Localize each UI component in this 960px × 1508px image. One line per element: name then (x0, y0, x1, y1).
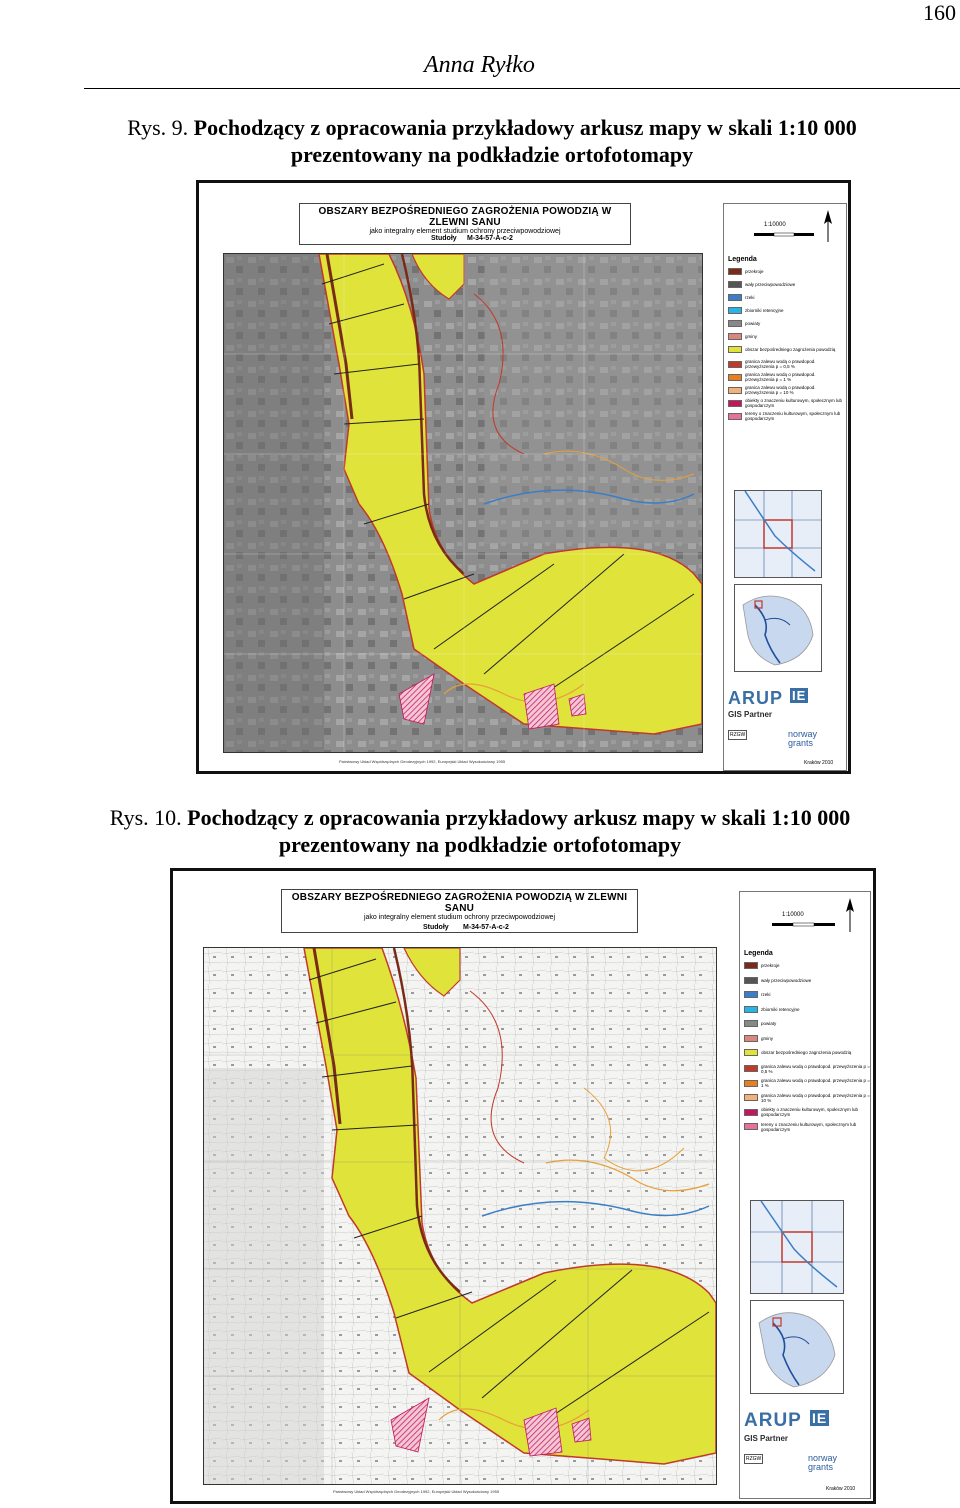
legend-item (744, 977, 811, 984)
legend-label: obiekty o znaczeniu kulturowym, społecznym lub gospodarczym (761, 1107, 859, 1117)
figure-9-map (196, 180, 851, 774)
flood-map-graphic (224, 254, 702, 752)
locator-inset-grid (734, 490, 822, 578)
page-number: 160 (923, 0, 956, 25)
legend-title: Legenda (728, 256, 757, 263)
figure-9-label: Rys. 9. (127, 115, 189, 140)
legend-label: tereny o znaczeniu kulturowym, społecznym lub gospodarczym (745, 411, 841, 421)
legend-label: powiaty (745, 321, 761, 326)
legend-item (728, 385, 846, 395)
logo-norway-grants: norway grants (788, 729, 818, 748)
legend-swatch (728, 346, 742, 353)
legend-label: gminy (761, 1035, 774, 1041)
scale-bar (754, 232, 814, 238)
legend-swatch (744, 1049, 758, 1056)
legend-item (728, 346, 835, 353)
logo-arup: ARUP (744, 1410, 802, 1431)
legend-label: tereny o znaczeniu kulturowym, społecznym lub gospodarczym (761, 1121, 857, 1132)
map-place-date: Kraków 2010 (804, 760, 834, 766)
legend-swatch (744, 991, 758, 998)
legend-item (728, 268, 764, 275)
legend-item (728, 320, 760, 327)
legend-swatch (728, 387, 742, 394)
legend-title: Legenda (744, 950, 773, 957)
legend-swatch (728, 400, 742, 407)
figure-10-map (170, 868, 876, 1504)
legend-label: powiaty (761, 1021, 777, 1026)
legend-item (728, 372, 846, 382)
legend-item (728, 411, 846, 421)
map-scale: 1:10000 (782, 912, 804, 918)
map-header-subtitle: jako integralny element studium ochrony przeciwpowodziowej (363, 914, 556, 921)
legend-swatch (744, 1080, 758, 1087)
legend-item (728, 307, 784, 314)
logo-ie: IE (812, 1410, 828, 1426)
running-header-author: Anna Ryłko (424, 52, 535, 78)
legend-item (728, 281, 795, 288)
legend-swatch (728, 281, 742, 288)
logo-norway-grants: norway grants (808, 1453, 838, 1472)
legend-label: granica zalewu wodą o prawdopod. przewyższenia p = 10 % (761, 1092, 870, 1103)
map-place-date: Kraków 2010 (826, 1486, 856, 1492)
map-footnote: Państwowy Układ Współrzędnych Geodezyjnych 1992, Europejski Układ Wysokościowy 1955 (333, 1489, 500, 1494)
legend-label: granica zalewu wodą o prawdopod. przewyższenia p = 1 % (745, 372, 816, 382)
legend-swatch (728, 320, 742, 327)
map-header-title: OBSZARY BEZPOŚREDNIEGO ZAGROŻENIA POWODZIĄ W ZLEWNI SANU (291, 892, 628, 914)
map-scale: 1:10000 (764, 222, 786, 228)
logo-gis-partner: GIS Partner (744, 1434, 789, 1443)
legend-item (744, 962, 780, 969)
logo-arup: ARUP (728, 688, 784, 708)
locator-inset-basin (750, 1300, 844, 1394)
legend-swatch (744, 1006, 758, 1013)
legend-swatch (728, 307, 742, 314)
north-arrow-icon (822, 210, 834, 242)
legend-swatch (744, 1020, 758, 1027)
map-header-subtitle: jako integralny element studium ochrony przeciwpowodziowej (369, 228, 561, 235)
legend-item (744, 991, 771, 998)
legend-label: wały przeciwpowodziowe (745, 282, 796, 287)
flood-map-graphic (204, 948, 716, 1484)
legend-item (728, 398, 846, 408)
legend-swatch (728, 294, 742, 301)
legend-swatch (744, 1123, 758, 1130)
legend-label: zbiorniki retencyjne (761, 1006, 800, 1012)
legend-label: obszar bezpośredniego zagrożenia powodzią (745, 347, 836, 352)
legend-item (744, 1006, 800, 1013)
locator-inset-basin (734, 584, 822, 672)
map-sidebar (739, 891, 871, 1499)
legend-label: przekroje (761, 963, 780, 968)
legend-label: gminy (745, 334, 758, 339)
legend-item (744, 1107, 870, 1117)
figure-10-label: Rys. 10. (109, 805, 182, 830)
legend-label: rzeki (761, 992, 771, 997)
legend-item (744, 1122, 870, 1132)
basin-map-graphic (751, 1301, 843, 1393)
legend-label: obszar bezpośredniego zagrożenia powodzią (761, 1050, 852, 1055)
legend-list (724, 268, 846, 428)
figure-9-caption-line2: prezentowany na podkładzie ortofotomapy (290, 142, 694, 167)
legend-label: obiekty o znaczeniu kulturowym, społecznym lub gospodarczym (745, 398, 843, 408)
map-sheet-code: M-34-57-A-c-2 (463, 924, 509, 931)
legend-item (744, 1064, 870, 1074)
legend-swatch (744, 1094, 758, 1101)
legend-label: granica zalewu wodą o prawdopod. przewyższenia p = 1 % (761, 1078, 870, 1088)
legend-label: zbiorniki retencyjne (745, 308, 784, 313)
legend-label: granica zalewu wodą o prawdopod. przewyższenia p = 10 % (745, 385, 816, 395)
legend-swatch (744, 962, 758, 969)
north-arrow-icon (844, 898, 856, 932)
legend-item (744, 1020, 776, 1027)
legend-swatch (744, 977, 758, 984)
map-header (281, 889, 638, 933)
map-footnote: Państwowy Układ Współrzędnych Geodezyjnych 1992, Europejski Układ Wysokościowy 1955 (339, 759, 506, 764)
map-sheet-name: Studoły (431, 235, 457, 242)
map-area-topographic (203, 947, 717, 1485)
legend-swatch (728, 413, 742, 420)
locator-grid-graphic (735, 491, 821, 577)
map-sidebar (723, 203, 847, 771)
header-rule (84, 88, 960, 89)
legend-item (744, 1078, 870, 1088)
legend-item (728, 333, 757, 340)
legend-label: granica zalewu wodą o prawdopod. przewyższenia p = 0,5 % (761, 1063, 870, 1074)
basin-map-graphic (735, 585, 821, 671)
logo-ie: IE (792, 688, 807, 703)
legend-swatch (744, 1065, 758, 1072)
legend-swatch (728, 361, 742, 368)
map-sheet-name: Studoły (423, 924, 449, 931)
legend-label: wały przeciwpowodziowe (761, 977, 812, 983)
locator-inset-grid (750, 1200, 844, 1294)
figure-10-caption-line1: Pochodzący z opracowania przykładowy arkusz mapy w skali 1:10 000 (187, 805, 851, 830)
legend-label: rzeki (745, 295, 755, 300)
legend-item (744, 1035, 773, 1042)
legend-list (740, 962, 870, 1142)
legend-swatch (728, 374, 742, 381)
figure-9-caption (92, 114, 892, 168)
map-sheet-code: M-34-57-A-c-2 (467, 235, 513, 242)
legend-swatch (744, 1109, 758, 1116)
legend-label: granica zalewu wodą o prawdopod. przewyższenia p = 0,5 % (745, 359, 816, 369)
scale-bar (772, 922, 836, 928)
legend-swatch (728, 333, 742, 340)
figure-9-caption-line1: Pochodzący z opracowania przykładowy arkusz mapy w skali 1:10 000 (193, 115, 857, 140)
map-header-title: OBSZARY BEZPOŚREDNIEGO ZAGROŻENIA POWODZIĄ W ZLEWNI SANU (318, 206, 612, 228)
map-header (299, 203, 631, 245)
legend-item (744, 1049, 851, 1056)
logo-rzgw: RZGW (730, 732, 746, 738)
logo-gis-partner: GIS Partner (728, 710, 773, 719)
legend-swatch (744, 1035, 758, 1042)
legend-label: przekroje (745, 269, 764, 274)
legend-item (728, 359, 846, 369)
logo-rzgw: RZGW (746, 1456, 762, 1462)
map-area-orthophoto (223, 253, 703, 753)
legend-item (728, 294, 755, 301)
figure-10-caption-line2: prezentowany na podkładzie ortofotomapy (278, 832, 682, 857)
legend-item (744, 1093, 870, 1103)
locator-grid-graphic (751, 1201, 843, 1293)
figure-10-caption (80, 804, 880, 858)
legend-swatch (728, 268, 742, 275)
